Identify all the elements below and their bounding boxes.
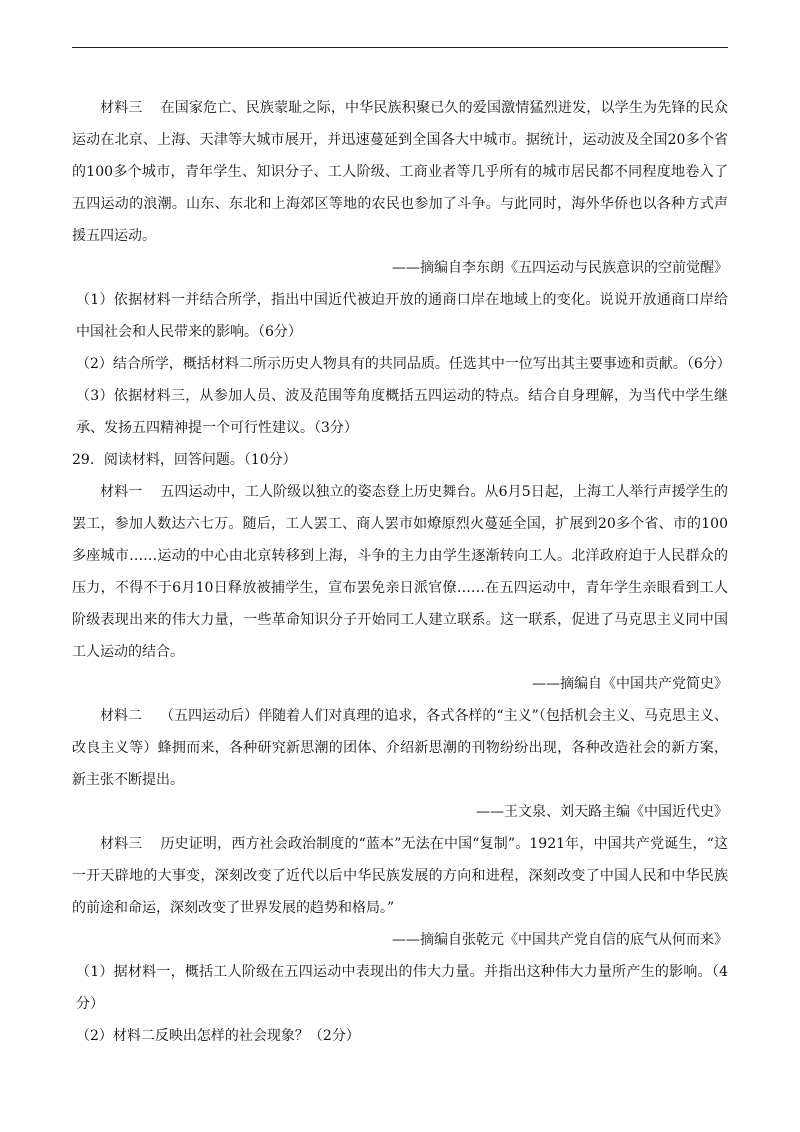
material-text: 五四运动中，工人阶级以独立的姿态登上历史舞台。从6月5日起，上海工人举行声援学生的罢工，参加人数达六七万。随后，工人罢工、商人罢市如燎原烈火蔓延全国，扩展到20多个省、市的100多座城市……运动的中心由北京转移到上海，斗争的主力由学生逐渐转向工人。北洋政府迫于人民群众的压力，不得不于6月10日释放被捕学生，宣布罢免亲日派官僚……在五四运动中，青年学生亲眼看到工人阶级表现出来的伟大力量，一些革命知识分子开始同工人建立联系。这一联系，促进了马克思主义同中国工人运动的结合。 — [72, 484, 729, 660]
material-1-paragraph — [72, 476, 728, 668]
question-item: （1）依据材料一并结合所学，指出中国近代被迫开放的通商口岸在地域上的变化。说说开放通商口岸给中国社会和人民带来的影响。（6分） — [76, 292, 728, 340]
material-source: ——王文泉、刘天路主编《中国近代史》 — [476, 804, 728, 820]
material-2-paragraph — [72, 700, 728, 796]
material-label: 材料三 — [100, 836, 143, 852]
question-heading: 29．阅读材料，回答问题。（10分） — [72, 452, 297, 468]
page-body — [72, 92, 731, 1052]
material-label: 材料三 — [100, 100, 143, 116]
question-item: （1）据材料一，概括工人阶级在五四运动中表现出的伟大力量。并指出这种伟大力量所产生的影响。（4分） — [76, 964, 728, 1012]
header-rule — [72, 47, 728, 48]
material-label: 材料二 — [100, 708, 143, 724]
material-3-paragraph — [72, 92, 728, 252]
question-item: （2）结合所学，概括材料二所示历史人物具有的共同品质。任选其中一位写出其主要事迹和贡献。（6分） — [76, 356, 731, 372]
material-source: ——摘编自《中国共产党简史》 — [532, 676, 728, 692]
material-label: 材料一 — [100, 484, 143, 500]
material-text: 历史证明，西方社会政治制度的“蓝本”无法在中国“复制”。1921年，中国共产党诞生，“这一开天辟地的大事变，深刻改变了近代以后中华民族发展的方向和进程，深刻改变了中国人民和中华民族的前途和命运，深刻改变了世界发展的趋势和格局。” — [72, 836, 729, 916]
material-source: ——摘编自张乾元《中国共产党自信的底气从何而来》 — [392, 932, 728, 948]
question-item: （3）依据材料三，从参加人员、波及范围等角度概括五四运动的特点。结合自身理解，为当代中学生继承、发扬五四精神提一个可行性建议。（3分） — [76, 388, 728, 436]
material-text: （五四运动后）伴随着人们对真理的追求，各式各样的“主义”（包括机会主义、马克思主义、改良主义等）蜂拥而来，各种研究新思潮的团体、介绍新思潮的刊物纷纷出现，各种改造社会的新方案，新主张不断提出。 — [72, 708, 728, 788]
material-source: ——摘编自李东朗《五四运动与民族意识的空前觉醒》 — [392, 260, 728, 276]
material-text: 在国家危亡、民族蒙耻之际，中华民族积聚已久的爱国激情猛烈迸发，以学生为先锋的民众运动在北京、上海、天津等大城市展开，并迅速蔓延到全国各大中城市。据统计，运动波及全国20多个省的100多个城市，青年学生、知识分子、工人阶级、工商业者等几乎所有的城市居民都不同程度地卷入了五四运动的浪潮。山东、东北和上海郊区等地的农民也参加了斗争。与此同时，海外华侨也以各种方式声援五四运动。 — [72, 100, 729, 244]
question-item: （2）材料二反映出怎样的社会现象？（2分） — [76, 1028, 360, 1044]
material-3-paragraph — [72, 828, 728, 924]
